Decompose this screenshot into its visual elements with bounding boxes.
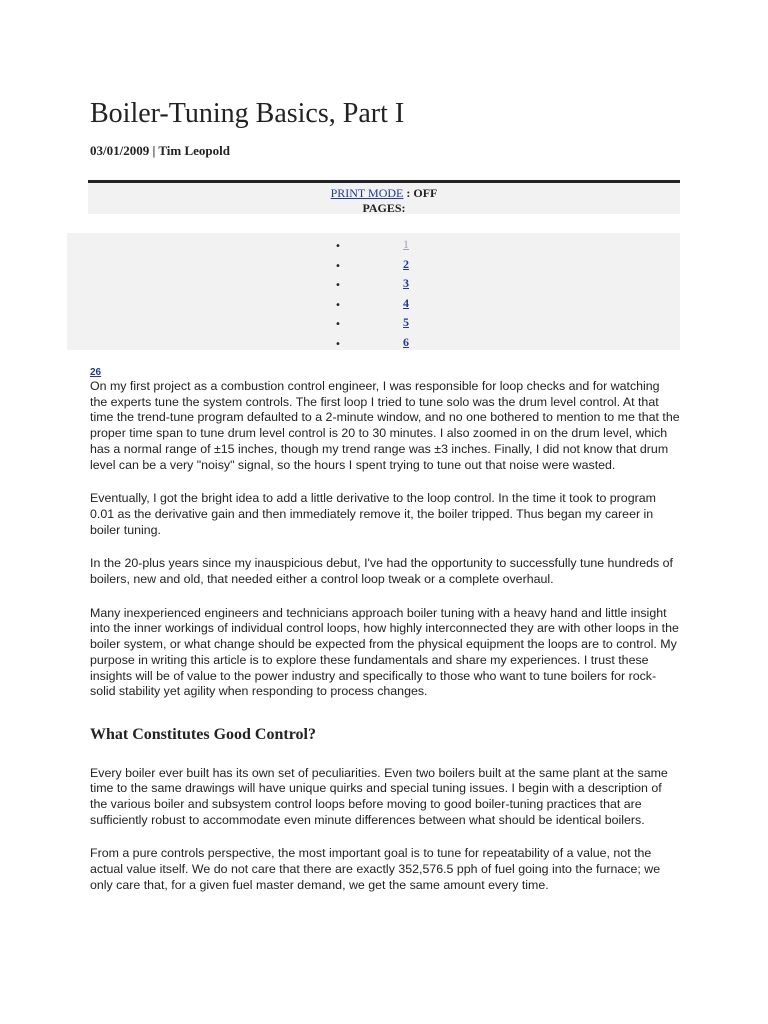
pagination-list bbox=[67, 237, 680, 354]
page-item bbox=[67, 335, 680, 355]
bullet-icon: • bbox=[335, 338, 341, 350]
bullet-icon: • bbox=[335, 260, 341, 272]
page-item bbox=[67, 237, 680, 257]
page-item bbox=[67, 257, 680, 277]
bullet-icon: • bbox=[335, 280, 341, 291]
paragraph: From a pure controls perspective, the most important goal is to tune for repeatability of a value, not the actual value itself. We do not care that there are exactly 352,576.5 pph of fuel going into the furnace; we only care that, for a given fuel master demand, we get the same amount every time. bbox=[90, 846, 661, 892]
pages-label: PAGES: bbox=[362, 201, 406, 215]
bullet-icon: • bbox=[335, 319, 341, 330]
page-link-4[interactable]: 4 bbox=[403, 295, 409, 310]
print-mode-value: : OFF bbox=[403, 186, 438, 200]
paragraph: Eventually, I got the bright idea to add a little derivative to the loop control. In the time it took to program 0.01 as the derivative gain and then immediately remove it, the boiler tripped. Thus began my career in boiler tuning. bbox=[90, 491, 656, 537]
paragraph: On my first project as a combustion control engineer, I was responsible for loop checks and for watching the experts tune the system controls. The first loop I tried to tune solo was the drum level control. At that time the trend-tune program defaulted to a 2-minute window, and no one bothered to mention to me that the proper time span to tune drum level control is 20 to 30 minutes. I also zoomed in on the drum level, which has a normal range of ±15 inches, though my trend range was ±3 inches. Finally, I did not know that drum level can be a very "noisy" signal, so the hours I spent trying to tune out that noise were wasted. bbox=[90, 379, 680, 472]
page-link-3[interactable]: 3 bbox=[403, 276, 409, 290]
paragraph: Many inexperienced engineers and technicians approach boiler tuning with a heavy hand and little insight into the inner workings of individual control loops, how highly interconnected they are with other loops in the boiler system, or what change should be expected from the physical equipment the loops are to control. My purpose in writing this article is to explore these fundamentals and share my experiences. I trust these insights will be of value to the power industry and specifically to those who want to tune boilers for rock-solid stability yet agility when responding to process changes. bbox=[90, 605, 679, 699]
page-link-6[interactable]: 6 bbox=[403, 334, 409, 349]
paragraph: In the 20-plus years since my inauspicious debut, I've had the opportunity to successfully tune hundreds of boilers, new and old, that needed either a control loop tweak or a complete overhaul. bbox=[90, 556, 674, 587]
section-heading: What Constitutes Good Control? bbox=[90, 725, 316, 743]
pagination-box bbox=[67, 233, 680, 350]
page-link-1[interactable]: 1 bbox=[403, 237, 409, 251]
bullet-icon: • bbox=[335, 299, 341, 311]
paragraph: Every boiler ever built has its own set of peculiarities. Even two boilers built at the same plant at the same time to the same drawings will have unique quirks and special tuning issues. I begin with a description of the various boiler and subsystem control loops before moving to good boiler-tuning practices that are sufficiently robust to accommodate even minute differences between what should be identical boilers. bbox=[90, 765, 668, 827]
article-title: Boiler-Tuning Basics, Part I bbox=[90, 98, 405, 129]
page-marker-link[interactable]: 26 bbox=[90, 367, 102, 378]
print-mode-box bbox=[88, 183, 680, 214]
print-mode-link[interactable]: PRINT MODE bbox=[330, 186, 404, 200]
page-item bbox=[67, 276, 680, 296]
print-mode-row bbox=[88, 183, 680, 201]
page-item bbox=[67, 296, 680, 316]
page-item bbox=[67, 315, 680, 335]
page-link-5[interactable]: 5 bbox=[403, 315, 409, 329]
article-byline: 03/01/2009 | Tim Leopold bbox=[90, 143, 230, 158]
bullet-icon: • bbox=[335, 241, 341, 252]
page-link-2[interactable]: 2 bbox=[403, 256, 409, 271]
article-body bbox=[90, 366, 680, 912]
